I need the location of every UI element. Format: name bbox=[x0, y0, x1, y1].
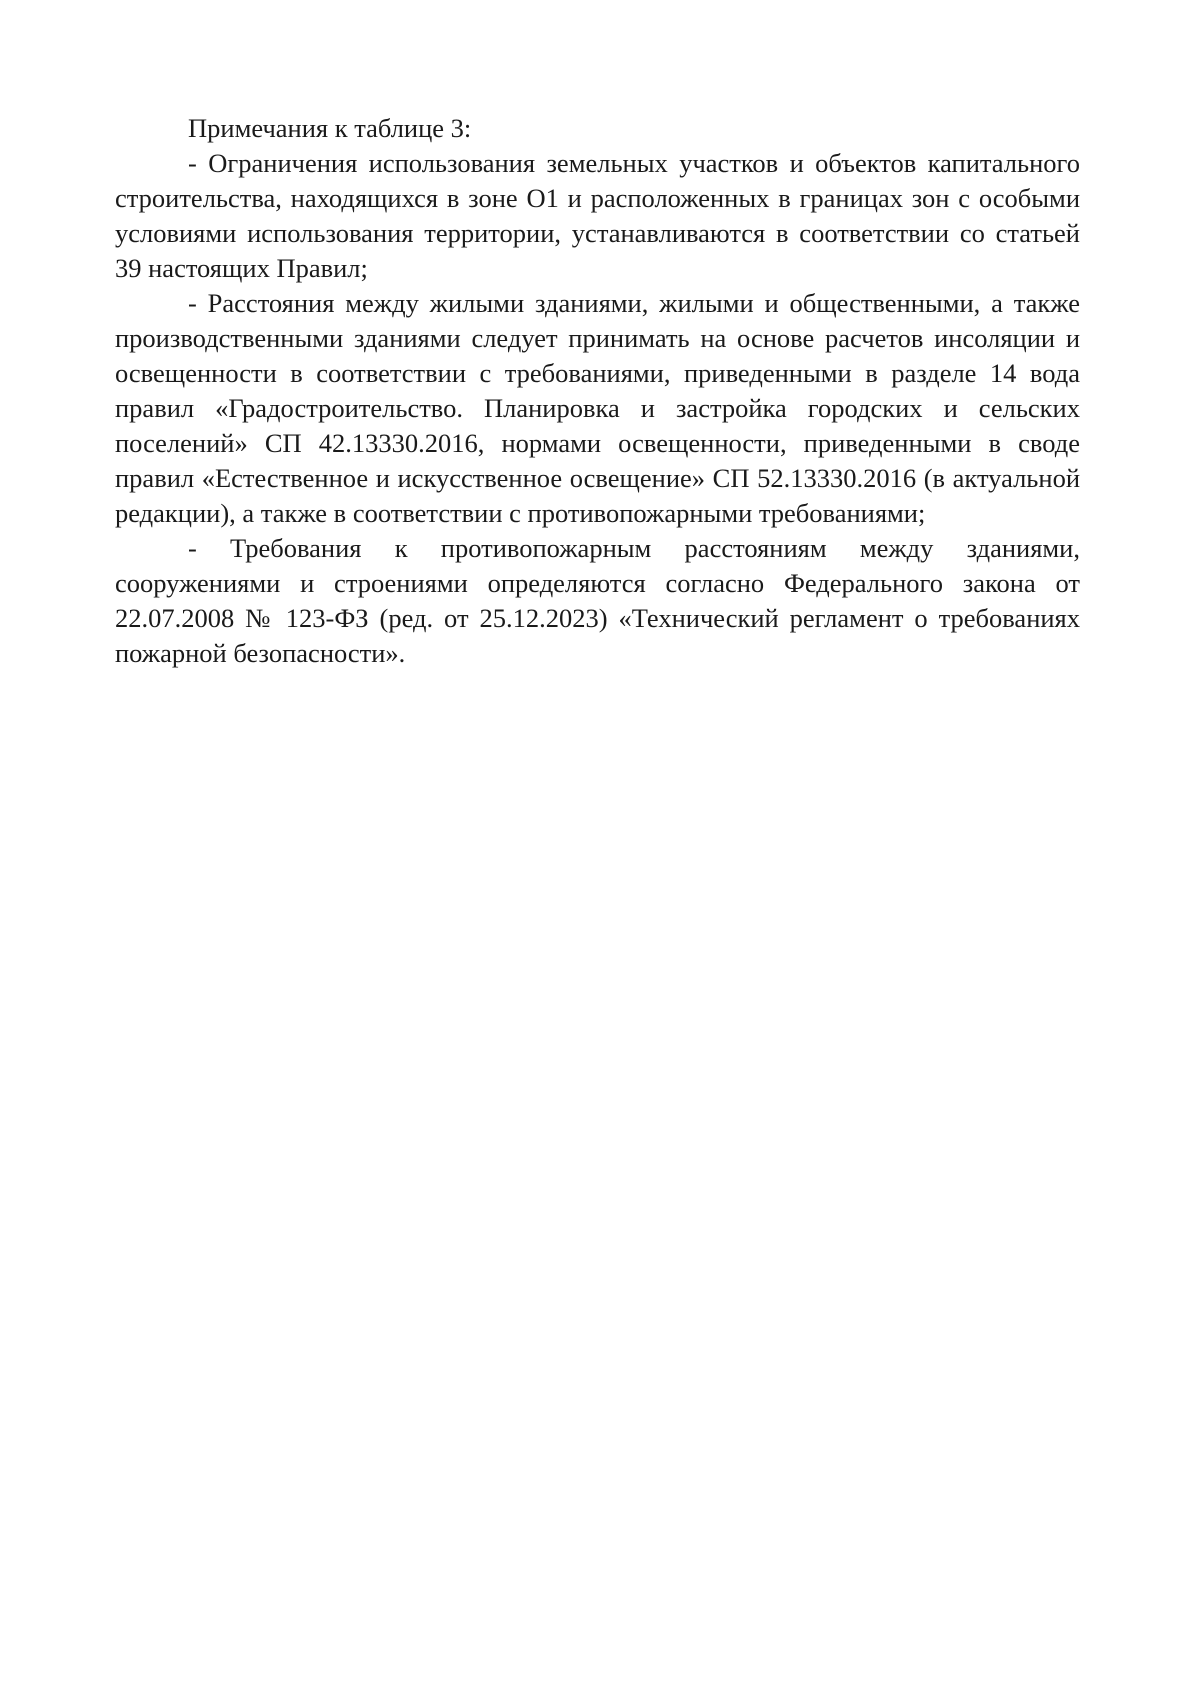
note-paragraph-2: - Расстояния между жилыми зданиями, жилыми и общественными, а также производственными зданиями следует принимать на основе расчетов инсоляции и освещенности в соответствии с требованиями, приведенными в разделе 14 вода правил «Градостроительство. Планировка и застройка городских и сельских поселений» СП 42.13330.2016, нормами освещенности, приведенными в своде правил «Естественное и искусственное освещение» СП 52.13330.2016 (в актуальной редакции), а также в соответствии с противопожарными требованиями; bbox=[115, 288, 1080, 528]
document-body bbox=[115, 111, 1080, 671]
notes-heading: Примечания к таблице 3: bbox=[188, 113, 472, 143]
note-paragraph-3: - Требования к противопожарным расстояниям между зданиями, сооружениями и строениями определяются согласно Федерального закона от 22.07.2008 № 123-ФЗ (ред. от 25.12.2023) «Технический регламент о требованиях пожарной безопасности». bbox=[115, 533, 1080, 668]
note-paragraph-1: - Ограничения использования земельных участков и объектов капитального строительства, находящихся в зоне О1 и расположенных в границах зон с особыми условиями использования территории, устанавливаются в соответствии со статьей 39 настоящих Правил; bbox=[115, 148, 1080, 283]
